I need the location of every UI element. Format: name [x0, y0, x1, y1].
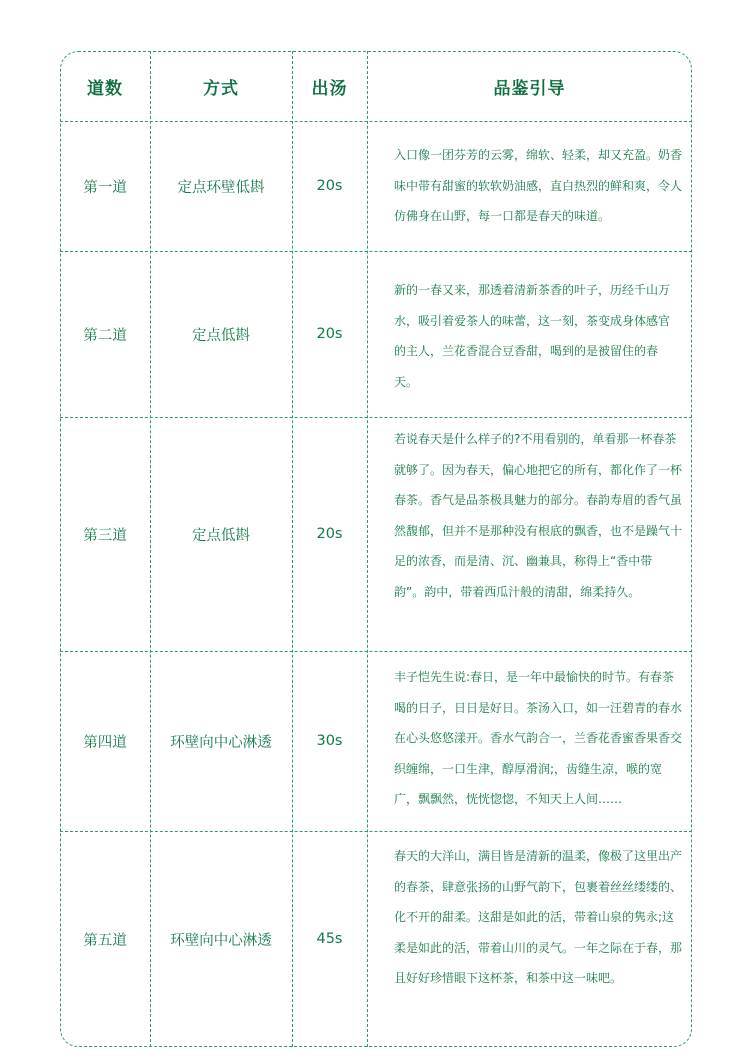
row4-method: 环壁向中心淋透 — [170, 734, 272, 751]
row2-tasting-note: 新的一春又来，那透着清新茶香的叶子，历经千山万水，吸引着爱茶人的味蕾，这一刻，茶变成身体感官的主人，兰花香混合豆香甜，喝到的是被留住的春天。 — [394, 283, 671, 389]
row5-method: 环壁向中心淋透 — [170, 932, 272, 949]
header-round: 道数 — [87, 78, 123, 99]
row3-method: 定点低斟 — [192, 527, 250, 544]
header-tasting-guide: 品鉴引导 — [493, 78, 566, 99]
row2-round: 第二道 — [83, 327, 127, 344]
row5-steep-time: 45s — [316, 931, 343, 947]
row3-steep-time: 20s — [316, 526, 343, 542]
row1-steep-time: 20s — [316, 178, 343, 194]
row4-steep-time: 30s — [316, 733, 343, 749]
column-divider — [367, 51, 368, 1047]
row1-round: 第一道 — [83, 179, 127, 196]
row5-tasting-note: 春天的大洋山，满目皆是清新的温柔，像极了这里出产的春茶，肆意张扬的山野气韵下，包裹着丝丝缕缕的、化不开的甜柔。这甜是如此的活，带着山泉的隽永;这柔是如此的活，带着山川的灵气。一年之际在于春，那且好好珍惜眼下这杯茶，和茶中这一味吧。 — [394, 849, 683, 985]
row1-tasting-note: 入口像一团芬芳的云雾，绵软、轻柔，却又充盈。奶香味中带有甜蜜的软软奶油感，直白热烈的鲜和爽，令人仿佛身在山野，每一口都是春天的味道。 — [394, 148, 683, 223]
header-steep-time: 出汤 — [311, 78, 348, 99]
row3-round: 第三道 — [83, 527, 127, 544]
row2-method: 定点低斟 — [192, 327, 250, 344]
row5-round: 第五道 — [83, 932, 127, 949]
row2-steep-time: 20s — [316, 326, 343, 342]
header-method: 方式 — [203, 78, 239, 99]
row1-method: 定点环壁低斟 — [177, 179, 265, 196]
row4-tasting-note: 丰子恺先生说:春日，是一年中最愉快的时节。有春茶喝的日子，日日是好日。茶汤入口，如一汪碧青的春水在心头悠悠漾开。香水气韵合一，兰香花香蜜香果香交织缠绵，一口生津，醇厚滑润;，齿缝生凉，喉的宽广，飘飘然，恍恍惚惚，不知天上人间…… — [394, 670, 683, 806]
row4-round: 第四道 — [83, 734, 127, 751]
row3-tasting-note: 若说春天是什么样子的?不用看别的，单看那一杯春茶就够了。因为春天，偏心地把它的所有，都化作了一杯春茶。香气是品茶极具魅力的部分。春韵寿眉的香气虽然馥郁，但并不是那种没有根底的飘香，也不是躁气十足的浓香，而是清、沉、幽兼具，称得上“香中带韵”。韵中，带着西瓜汁般的清甜，绵柔持久。 — [394, 432, 683, 599]
